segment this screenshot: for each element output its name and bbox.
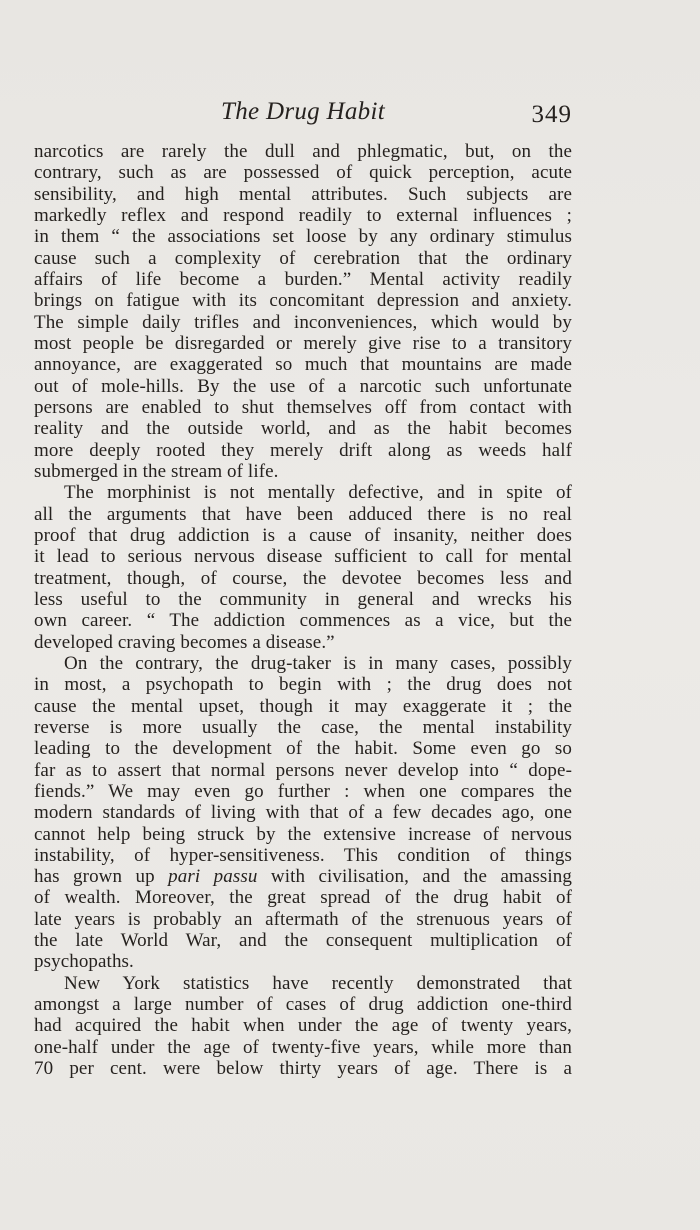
text-line: leading to the development of the habit. Some even go so <box>34 738 572 760</box>
text-line: treatment, though, of course, the devotee becomes less and <box>34 567 572 589</box>
paragraph-first-line: New York statistics have recently demonstrated that <box>64 972 572 994</box>
body-text <box>34 141 572 1079</box>
text-line: persons are enabled to shut themselves off from contact with <box>34 396 572 418</box>
text-line: The simple daily trifles and inconveniences, which would by <box>34 311 572 333</box>
text-line: reverse is more usually the case, the mental instability <box>34 716 572 738</box>
text-line: late years is probably an aftermath of the strenuous years of <box>34 908 572 930</box>
text-line: had acquired the habit when under the age of twenty years, <box>34 1015 572 1037</box>
latin-phrase: pari passu <box>168 866 258 888</box>
text-line: cause the mental upset, though it may exaggerate it ; the <box>34 695 572 717</box>
text-line: proof that drug addiction is a cause of insanity, neither does <box>34 524 572 546</box>
text-line: modern standards of living with that of a few decades ago, one <box>34 802 572 824</box>
text-line: in most, a psychopath to begin with ; the drug does not <box>34 674 572 696</box>
text-line: cause such a complexity of cerebration that the ordinary <box>34 247 572 269</box>
text-line: most people be disregarded or merely give rise to a transitory <box>34 332 572 354</box>
text-line: affairs of life become a burden.” Mental activity readily <box>34 268 572 290</box>
text-line: of wealth. Moreover, the great spread of the drug habit of <box>34 887 572 909</box>
text-line: reality and the outside world, and as the habit becomes <box>34 418 572 440</box>
text-line: less useful to the community in general and wrecks his <box>34 588 572 610</box>
paragraph-first-line: The morphinist is not mentally defective, and in spite of <box>64 482 572 504</box>
text-line: all the arguments that have been adduced there is no real <box>34 503 572 525</box>
text-line: the late World War, and the consequent multiplication of <box>34 930 572 952</box>
text-line: fiends.” We may even go further : when one compares the <box>34 780 572 802</box>
text-line: cannot help being struck by the extensive increase of nervous <box>34 823 572 845</box>
text-line: in them “ the associations set loose by any ordinary stimulus <box>34 226 572 248</box>
page-number: 349 <box>531 101 572 128</box>
text-line: far as to assert that normal persons never develop into “ dope- <box>34 759 572 781</box>
text-line: contrary, such as are possessed of quick perception, acute <box>34 162 572 184</box>
paragraph-last-line: developed craving becomes a disease.” <box>34 631 335 653</box>
text-line: instability, of hyper-sensitiveness. This condition of things <box>34 844 572 866</box>
text-line: sensibility, and high mental attributes. Such subjects are <box>34 183 572 205</box>
paragraph-last-line: submerged in the stream of life. <box>34 460 279 482</box>
text-line: 70 per cent. were below thirty years of age. There is a <box>34 1058 572 1080</box>
text-line: narcotics are rarely the dull and phlegmatic, but, on the <box>34 141 572 162</box>
text-line: annoyance, are exaggerated so much that mountains are made <box>34 354 572 376</box>
running-title: The Drug Habit <box>221 98 385 125</box>
text-line: has grown up pari passu with civilisation, and the amassing <box>34 866 572 888</box>
text-line: amongst a large number of cases of drug addiction one-third <box>34 994 572 1016</box>
text-line: more deeply rooted they merely drift along as weeds half <box>34 439 572 461</box>
text-line: own career. “ The addiction commences as a vice, but the <box>34 610 572 632</box>
paragraph-last-line: psychopaths. <box>34 951 134 973</box>
text-line: one-half under the age of twenty-five years, while more than <box>34 1036 572 1058</box>
text-line: it lead to serious nervous disease sufficient to call for mental <box>34 546 572 568</box>
text-line: markedly reflex and respond readily to external influences ; <box>34 204 572 226</box>
text-line: out of mole-hills. By the use of a narcotic such unfortunate <box>34 375 572 397</box>
text-line: brings on fatigue with its concomitant depression and anxiety. <box>34 290 572 312</box>
paragraph-first-line: On the contrary, the drug-taker is in many cases, possibly <box>64 652 572 674</box>
page-header <box>34 98 572 134</box>
